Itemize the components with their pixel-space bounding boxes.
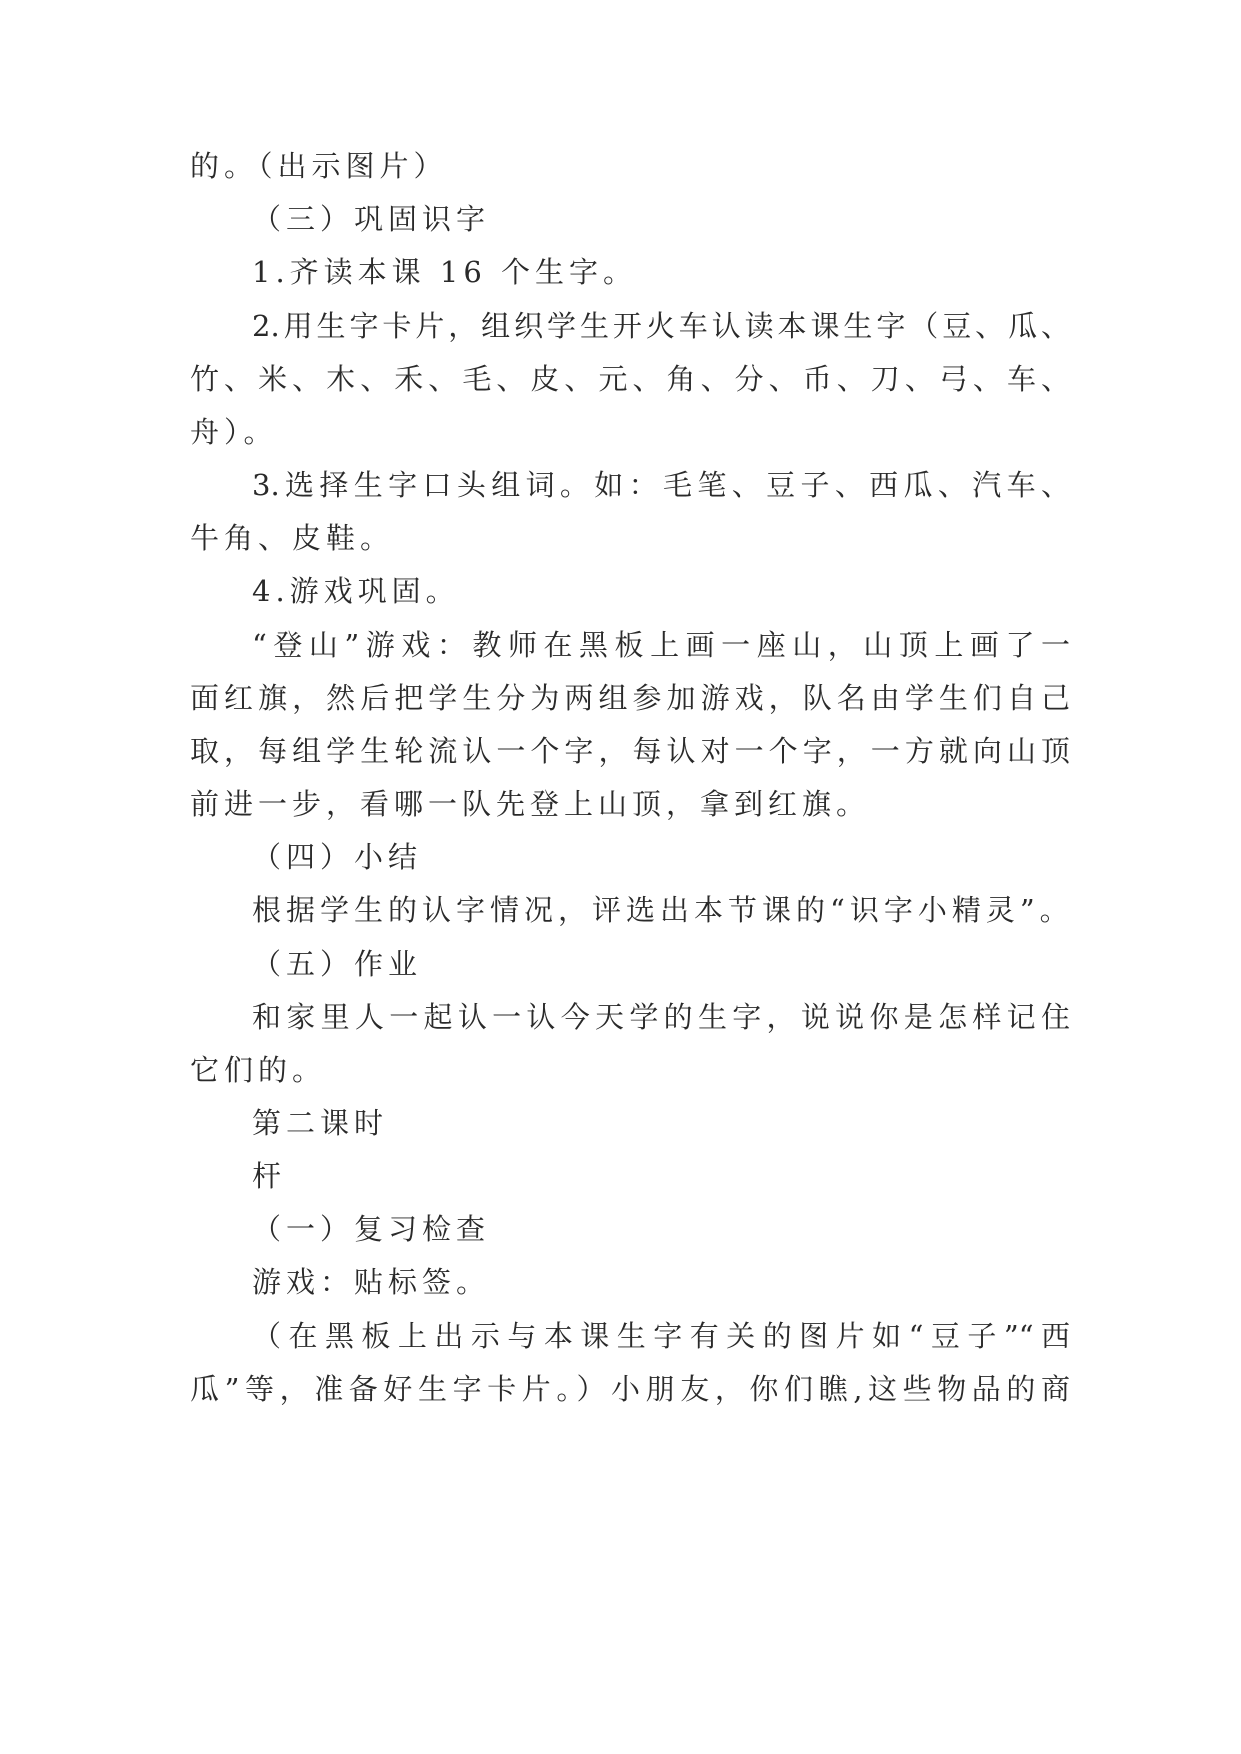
text-line: 舟）。 xyxy=(190,415,278,449)
paragraph-line: 瓜”等，准备好生字卡片。）小朋友，你们瞧,这些物品的商 xyxy=(190,1372,1070,1406)
section-heading: （四）小结 xyxy=(252,840,423,874)
text-line: 杆 xyxy=(252,1159,287,1193)
paragraph-line: 游戏：贴标签。 xyxy=(252,1265,491,1299)
section-heading: （一）复习检查 xyxy=(252,1212,491,1246)
paragraph-line: 和家里人一起认一认今天学的生字，说说你是怎样记住 xyxy=(252,1000,1070,1034)
paragraph-line: 它们的。 xyxy=(190,1053,327,1087)
paragraph-line: 面红旗，然后把学生分为两组参加游戏，队名由学生们自己 xyxy=(190,681,1070,715)
text-line: 的。（出示图片） xyxy=(190,149,448,183)
list-item: 3.选择生字口头组词。如：毛笔、豆子、西瓜、汽车、 xyxy=(252,468,1070,502)
list-item: 4.游戏巩固。 xyxy=(252,574,460,608)
list-item: 2.用生字卡片，组织学生开火车认读本课生字（豆、瓜、 xyxy=(252,309,1070,343)
paragraph-line: 取，每组学生轮流认一个字，每认对一个字，一方就向山顶 xyxy=(190,734,1070,768)
paragraph-line: （在黑板上出示与本课生字有关的图片如“豆子”“西 xyxy=(252,1319,1070,1353)
text-line: 牛角、皮鞋。 xyxy=(190,521,395,555)
section-heading: （三）巩固识字 xyxy=(252,202,491,236)
section-heading: （五）作业 xyxy=(252,947,423,981)
lesson-heading: 第二课时 xyxy=(252,1106,389,1140)
text-line: 竹、米、木、禾、毛、皮、元、角、分、币、刀、弓、车、 xyxy=(190,362,1070,396)
paragraph-line: 前进一步，看哪一队先登上山顶，拿到红旗。 xyxy=(190,787,871,821)
list-item: 1.齐读本课 16 个生字。 xyxy=(252,255,638,289)
paragraph-line: 根据学生的认字情况，评选出本节课的“识字小精灵”。 xyxy=(252,893,1074,927)
paragraph-line: “登山”游戏：教师在黑板上画一座山，山顶上画了一 xyxy=(252,628,1070,662)
